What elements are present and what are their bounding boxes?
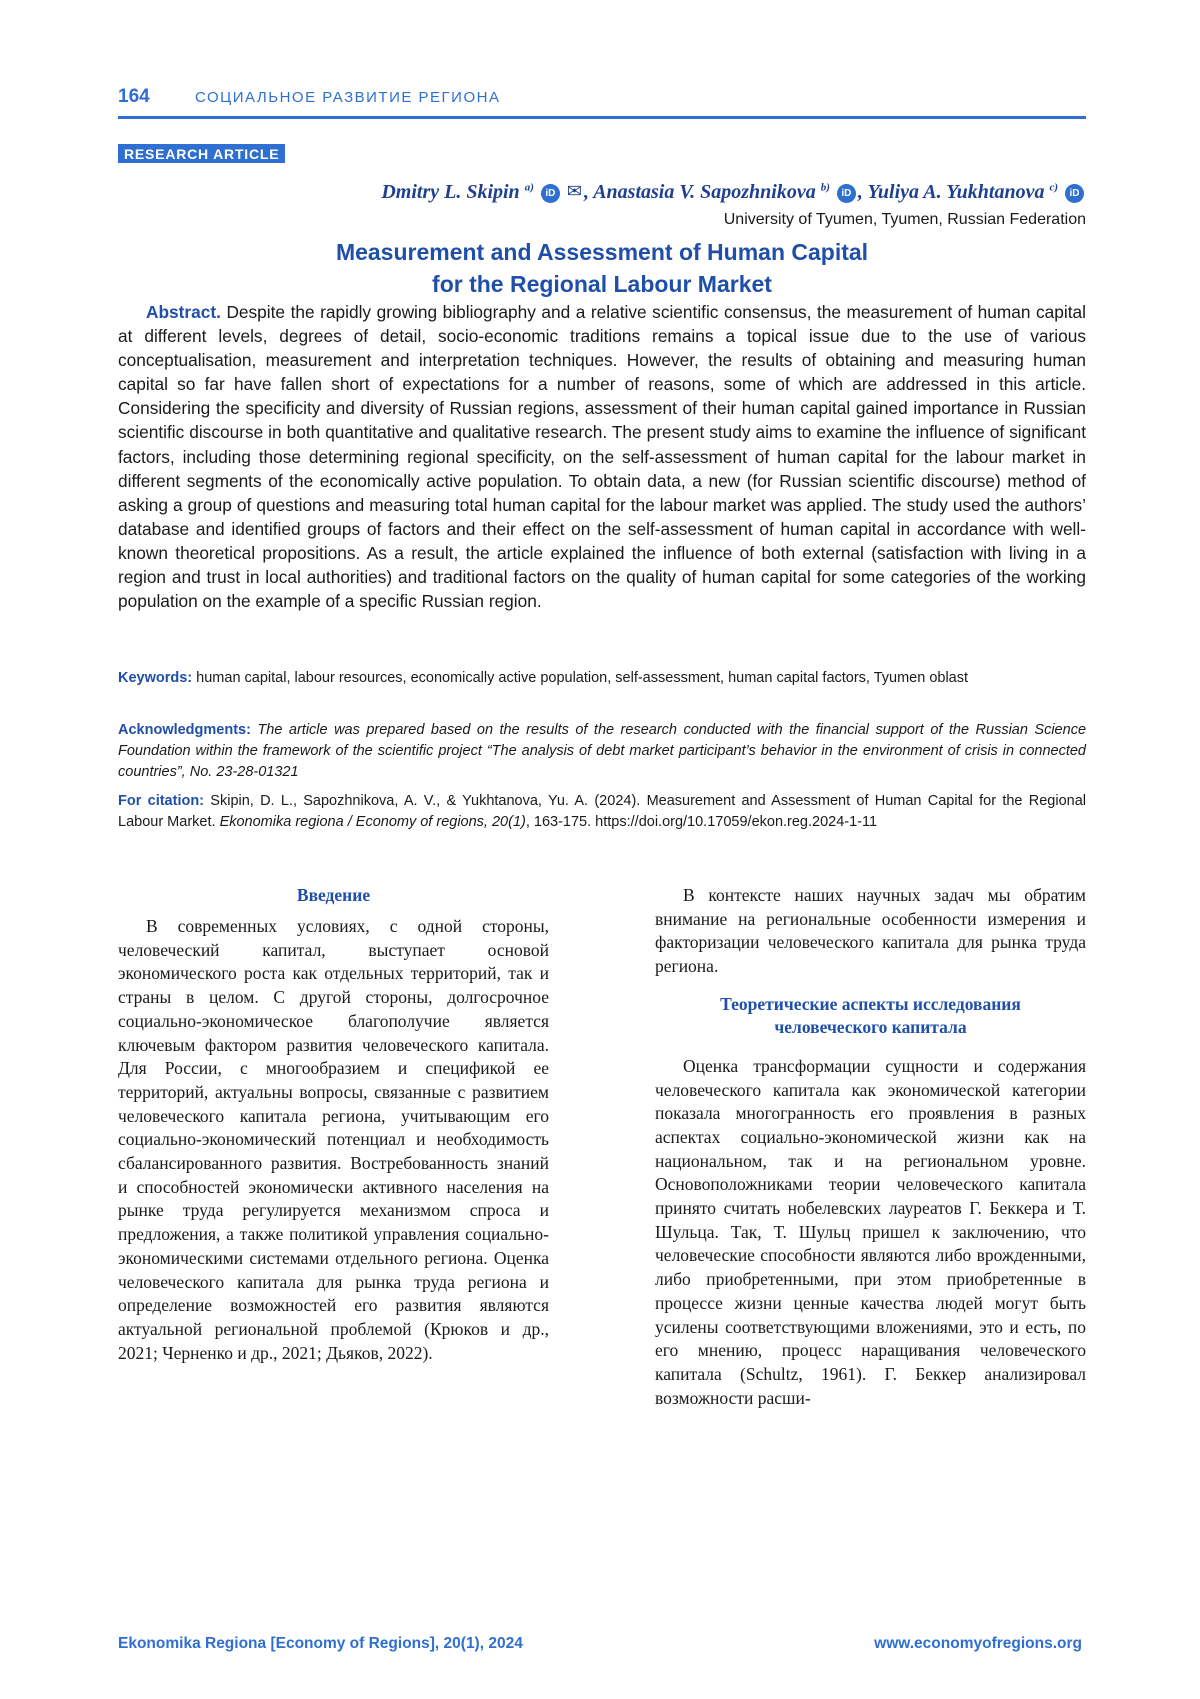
- author-name: Anastasia V. Sapozhnikova: [593, 181, 816, 203]
- header-divider: [118, 116, 1086, 119]
- acknowledgments-text: The article was prepared based on the results of the research conducted with the financial support of the Russian Science Foundation within the framework of the scientific project “The analysis of debt market participant’s behavior in the environment of crisis in connected countries”, No. 23-28-01321: [118, 722, 1087, 780]
- orcid-icon[interactable]: iD: [1065, 184, 1084, 203]
- section-heading: [655, 993, 1086, 1039]
- body-paragraph: Оценка трансформации сущности и содержания человеческого капитала как экономической категории показала многогранность его проявления в разных аспектах социально-экономической жизни как на национальном, так и на региональном уровне. Основоположниками теории человеческого капитала принято считать нобелевских лауреатов Г. Беккера и Т. Шульца. Так, Т. Шульц пришел к заключению, что человеческие способности являются либо врожденными, либо приобретенными, при этом приобретенные в процессе жизни ценные качества людей могут быть усилены соответствующими вложениями, это и есть, по его мнению, процесс наращивания человеческого капитала (Schultz, 1961). Г. Беккер анализировал возможности расши-: [655, 1055, 1086, 1408]
- article-page: [118, 0, 1086, 1699]
- envelope-icon[interactable]: ✉: [566, 181, 582, 201]
- author-affiliation-marker: c): [1049, 181, 1058, 194]
- citation: [118, 791, 1086, 833]
- acknowledgments: [118, 720, 1086, 783]
- section-heading: Введение: [296, 885, 371, 905]
- page-number: 164: [118, 86, 150, 107]
- author-affiliation-marker: a): [524, 181, 534, 194]
- abstract-text: Despite the rapidly growing bibliography and a relative scientific consensus, the measurement of human capital at different levels, degrees of detail, socio-economic traditions remains a topical issue due to the use of various conceptualisation, measurement and interpretation techniques. However, the results of obtaining and measuring human capital so far have fallen short of expectations for a number of reasons, some of which are addressed in this article. Considering the specificity and diversity of Russian regions, assessment of their human capital gained importance in Russian scientific discourse in both quantitative and qualitative research. The present study aims to examine the influence of significant factors, including those determining regional specificity, on the self-assessment of human capital for the labour market in different segments of the economically active population. To obtain data, a new (for Russian scientific discourse) method of asking a group of questions and measuring total human capital for the labour market was applied. The study used the authors’ database and identified groups of factors and their effect on the self-assessment of human capital in accordance with well-known theoretical propositions. As a result, the article explained the influence of both external (satisfaction with living in a region and trust in local authorities) and traditional factors on the quality of human capital for some categories of the working population on the example of a specific Russian region.: [118, 302, 1086, 612]
- article-title: [118, 236, 1086, 300]
- abstract-label: Abstract.: [146, 302, 221, 322]
- citation-label: For citation:: [118, 793, 205, 809]
- citation-doi[interactable]: , 163-175. https://doi.org/10.17059/ekon.reg.2024-1-11: [525, 814, 878, 830]
- author-name: Yuliya A. Yukhtanova: [867, 181, 1045, 203]
- author-name: Dmitry L. Skipin: [381, 181, 520, 203]
- running-header: [118, 86, 1086, 112]
- citation-text: Skipin, D. L., Sapozhnikova, A. V., & Yukhtanova, Yu. A. (2024). Measurement and Assessment of Human Capital for the Regional Labour Market.: [118, 793, 1087, 830]
- footer-journal: Ekonomika Regiona [Economy of Regions], 20(1), 2024: [118, 1635, 523, 1652]
- author-list: Dmitry L. Skipin $^{a)}$ iD ✉ , Anastasia V. Sapozhnikova $^{b)}$ iD , Yuliya A. Yukhtanova $^{c)}$ iD: [381, 181, 1086, 204]
- footer-website-link[interactable]: www.economyofregions.org: [874, 1635, 1082, 1652]
- orcid-icon[interactable]: iD: [837, 184, 856, 203]
- author-affiliation-marker: b): [820, 181, 830, 194]
- keywords-label: Keywords:: [118, 670, 193, 686]
- article-type-badge: RESEARCH ARTICLE: [118, 144, 285, 163]
- journal-section-title: СОЦИАЛЬНОЕ РАЗВИТИЕ РЕГИОНА: [195, 89, 501, 106]
- abstract: [118, 300, 1086, 613]
- section-heading-line: человеческого капитала: [774, 1016, 967, 1037]
- body-column-right: [655, 884, 1086, 1410]
- title-line: for the Regional Labour Market: [432, 271, 772, 297]
- affiliation: University of Tyumen, Tyumen, Russian Federation: [723, 211, 1086, 228]
- body-paragraph: В контексте наших научных задач мы обратим внимание на региональные особенности измерения и факторизации человеческого капитала для рынка труда региона.: [655, 885, 1086, 977]
- section-heading-line: Теоретические аспекты исследования: [720, 993, 1021, 1014]
- keywords-text: human capital, labour resources, economically active population, self-assessment, human capital factors, Tyumen oblast: [196, 670, 969, 686]
- orcid-icon[interactable]: iD: [541, 184, 560, 203]
- title-line: Measurement and Assessment of Human Capital: [335, 239, 869, 265]
- body-column-left: [118, 884, 549, 1365]
- body-paragraph: В современных условиях, с одной стороны, человеческий капитал, выступает основой экономического роста как отдельных территорий, так и страны в целом. С другой стороны, долгосрочное социально-экономическое благополучие является ключевым фактором развития человеческого капитала. Для России, с многообразием и спецификой ее территорий, актуальны вопросы, связанные с развитием человеческого капитала региона, учитывающим его социально-экономический потенциал и необходимость сбалансированного развития. Востребованность знаний и способностей экономически активного населения на рынке труда регулируется механизмом спроса и предложения, а также политикой управления социально-экономическими системами отдельного региона. Оценка человеческого капитала для рынка труда региона и определение возможностей его развития являются актуальной региональной проблемой (Крюков и др., 2021; Черненко и др., 2021; Дьяков, 2022).: [118, 916, 549, 1363]
- acknowledgments-label: Acknowledgments:: [118, 722, 251, 738]
- keywords: [118, 668, 1086, 689]
- citation-journal: Ekonomika regiona / Economy of regions, 20(1): [219, 814, 526, 830]
